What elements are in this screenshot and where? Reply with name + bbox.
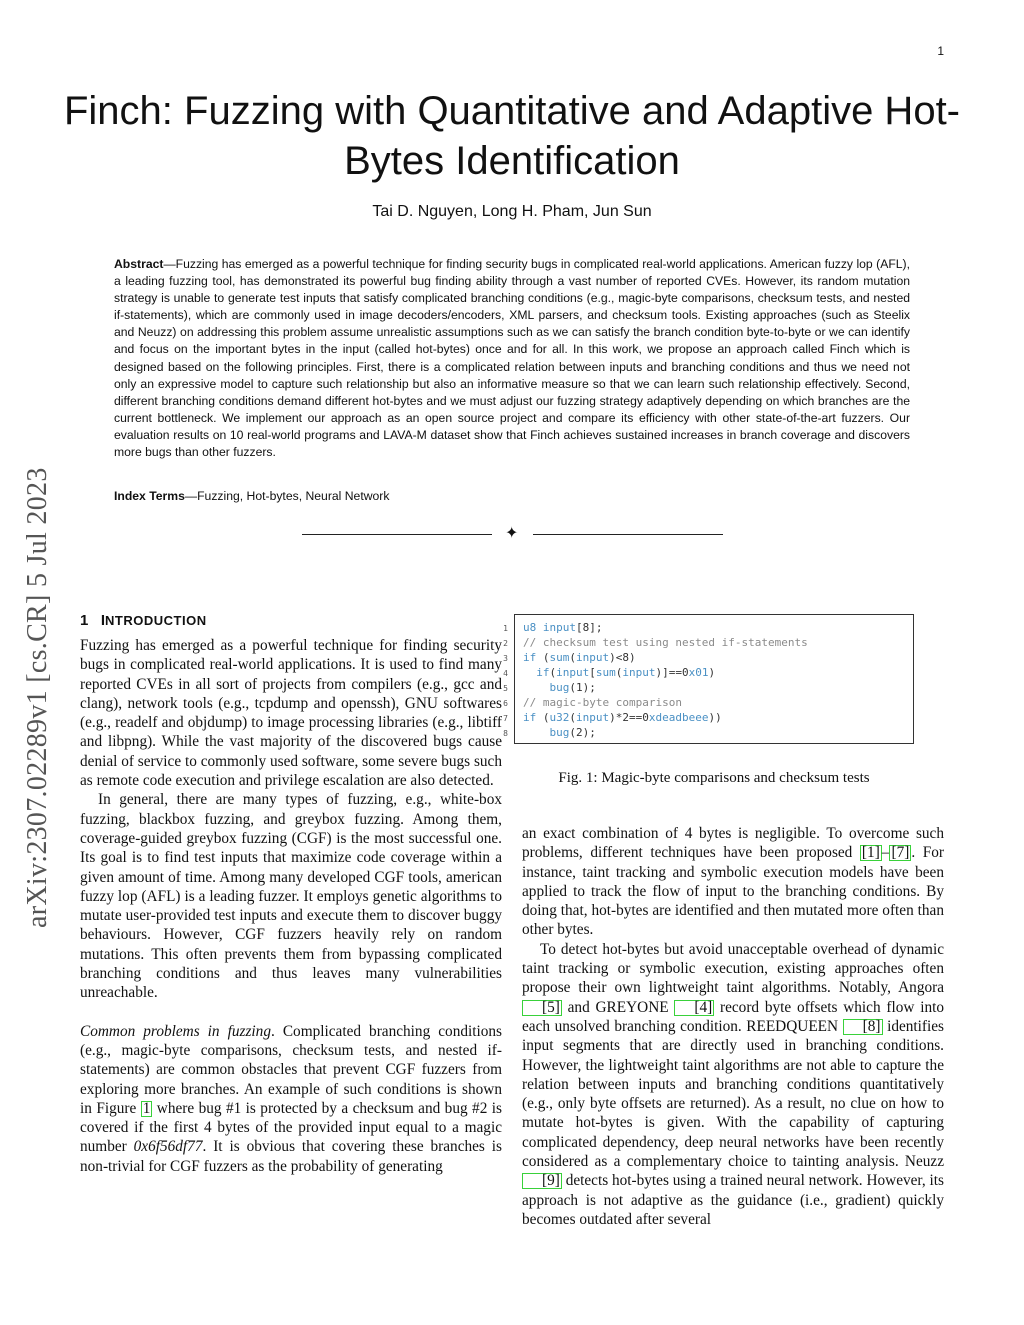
citation-range-dash: –: [881, 844, 890, 862]
code-line: [523, 710, 905, 725]
code-token: [8];: [575, 621, 603, 634]
separator-diamond-icon: ✦: [505, 525, 519, 542]
citation-number: 9: [547, 1172, 555, 1190]
index-terms-text: —Fuzzing, Hot-bytes, Neural Network: [184, 489, 390, 503]
code-line-number: 4: [503, 669, 508, 678]
code-comment: // magic-byte comparison: [523, 696, 682, 709]
citation-number: 1: [867, 844, 875, 862]
code-identifier: input: [576, 651, 610, 664]
code-line: [523, 695, 905, 710]
code-line-number: 2: [503, 639, 508, 648]
code-identifier: u32: [549, 711, 570, 724]
citation-link[interactable]: [1]: [861, 844, 880, 862]
code-line: [523, 620, 905, 635]
paragraph-text: and GREYONE: [561, 998, 675, 1016]
code-line: [523, 635, 905, 650]
paragraph-text: record byte offsets which flow into each unsolved branching condition. REEDQUEEN: [522, 998, 944, 1035]
abstract: [114, 256, 910, 461]
citation-link[interactable]: [8]: [843, 1019, 883, 1035]
code-token: (: [536, 651, 550, 664]
code-token: (: [536, 711, 550, 724]
code-line: [523, 650, 905, 665]
code-identifier: input: [576, 711, 610, 724]
arxiv-stamp: arXiv:2307.02289v1 [cs.CR] 5 Jul 2023: [22, 467, 53, 928]
code-token: (: [549, 666, 557, 679]
section-heading: [80, 612, 207, 629]
code-identifier: xdeadbeee: [648, 711, 709, 724]
citation-number: 8: [867, 1017, 876, 1035]
paragraph-text: . Complicated branching conditions (e.g., magic-byte comparisons, checksum tests, and nested if-statements) are common obstacles that prevent CGF fuzzers from exploring more branches. An example of such conditions is shown in Figure: [80, 1022, 502, 1117]
citation-number: 5: [547, 998, 555, 1016]
right-paragraph-1: [522, 824, 944, 940]
code-token: (1);: [569, 681, 596, 694]
code-token: (: [615, 666, 623, 679]
code-identifier: u8 input: [523, 621, 576, 634]
author-list: Tai D. Nguyen, Long H. Pham, Jun Sun: [372, 203, 652, 220]
paragraph-text: where bug #1 is protected by a checksum and bug #2 is covered if the first 4 bytes of the provided input equal to a magic number: [80, 1099, 502, 1156]
citation-number: 7: [896, 844, 905, 862]
code-token: (: [569, 711, 576, 724]
code-token: )): [708, 711, 722, 724]
code-line: [523, 725, 905, 740]
citation-link[interactable]: [5]: [522, 1000, 562, 1016]
code-line-number: 3: [503, 654, 508, 663]
paragraph-text: an exact combination of 4 bytes is negligible. To overcome such problems, different techniques have been proposed: [522, 825, 944, 862]
separator-rule-right: [533, 534, 723, 535]
code-identifier: if: [523, 666, 550, 679]
paragraph-text: . For instance, taint tracking and symbolic execution models have been applied to track the flow of input to the branching conditions. By doing that, hot-bytes are identified and then mutated more often than other bytes.: [522, 844, 944, 939]
code-line: [523, 680, 905, 695]
code-identifier: if: [523, 711, 537, 724]
section-title-initial: I: [100, 612, 106, 629]
paragraph-text: identifies input segments that are directly used in branching conditions. However, the lightweight taint algorithms are not able to capture the relation between inputs and branching conditions quantitatively (e.g., only byte offsets are returned). As a result, no clue on how to mutate hot-bytes is given. With the capability of capturing complicated dependency, deep neural networks have been recently considered as a complementary choice to tainting analysis. Neuzz: [522, 1017, 944, 1171]
magic-number: 0x6f56df77: [133, 1138, 203, 1156]
code-line-number: 8: [503, 729, 508, 738]
code-token: [: [589, 666, 596, 679]
paragraph-text: . It is obvious that covering these branches is non-trivial for CGF fuzzers as the probability of generating: [80, 1138, 502, 1175]
citation-link[interactable]: [9]: [522, 1173, 562, 1189]
code-identifier: bug: [523, 726, 570, 739]
intro-paragraph-1: Fuzzing has emerged as a powerful technique for finding security bugs in complicated real-world applications. It is used to find many reported CVEs in all sort of projects from compilers (e.g., gcc and clang), network tools (e.g., tcpdump and openssh), GNU softwares (e.g., readelf and objdump) to image processing libraries (e.g., libtiff and libpng). While the vast majority of the discovered bugs cause denial of service to commonly used software, some severe bugs such as remote code execution and privilege escalation are also detected.: [80, 637, 502, 790]
paragraph-spacer: [80, 1003, 502, 1022]
code-token: )<8): [609, 651, 636, 664]
common-problems-heading: Common problems in fuzzing: [80, 1022, 271, 1040]
citation-link[interactable]: [4]: [674, 1000, 714, 1016]
code-token: )*2==0: [609, 711, 649, 724]
code-listing: [514, 614, 914, 744]
paper-title: Finch: Fuzzing with Quantitative and Adaptive Hot-Bytes Identification: [63, 89, 960, 183]
code-comment: // checksum test using nested if-statements: [523, 636, 808, 649]
abstract-text: —Fuzzing has emerged as a powerful technique for finding security bugs in complicated real-world applications. American fuzzy lop (AFL), a leading fuzzing tool, has demonstrated its powerful bug finding ability through a vast number of reported CVEs. However, its random mutation strategy is unable to generate test inputs that satisfy complicated branching conditions (e.g., magic-byte comparisons, checksum tests, and nested if-statements), which are commonly used in image decoders/encoders, XML parsers, and checksum tools. Existing approaches (such as Steelix and Neuzz) on addressing this problem assume unrealistic assumptions such as we can satisfy the branch condition byte-to-byte or we can identify and focus on the important bytes in the input (called hot-bytes) once and for all. In this work, we propose an approach called Finch which is designed based on the following principles. First, there is a complicated relation between inputs and branching conditions and thus we need not only an expressive model to capture such relationship but also an informative measure so that we can learn such relationship effectively. Second, different branching conditions demand different hot-bytes and we must adjust our fuzzing strategy adaptively depending on which branches are the current bottleneck. We implement our approach as an open source project and compare its efficiency with other state-of-the-art fuzzers. Our evaluation results on 10 real-world programs and LAVA-M dataset show that Finch achieves sustained increases in branch coverage and discovers more bugs than other fuzzers.: [114, 257, 910, 460]
code-line-number: 1: [503, 624, 508, 633]
right-paragraph-2: [522, 940, 944, 1229]
intro-paragraph-3: [80, 1022, 502, 1176]
code-line-number: 7: [503, 714, 508, 723]
code-line-numbers: [498, 621, 508, 741]
code-identifier: input: [556, 666, 590, 679]
abstract-label: Abstract: [114, 257, 164, 271]
code-token: ): [708, 666, 716, 679]
figure-caption: Fig. 1: Magic-byte comparisons and checksum tests: [558, 770, 870, 786]
page-number: 1: [937, 44, 944, 58]
code-token: )]==0: [655, 666, 689, 679]
code-line-number: 6: [503, 699, 508, 708]
figure-reference-link[interactable]: 1: [142, 1099, 151, 1117]
section-number: 1: [80, 612, 89, 629]
code-identifier: input: [622, 666, 656, 679]
code-token: (: [569, 651, 576, 664]
intro-paragraph-2: In general, there are many types of fuzzing, e.g., white-box fuzzing, blackbox fuzzing, and greybox fuzzing. Among them, coverage-guided greybox fuzzing (CGF) is the most successful one. Its goal is to find test inputs that maximize code coverage within a given amount of time. Among many developed CGF tools, american fuzzy lop (AFL) is a leading fuzzer. It employs genetic algorithms to mutate user-provided test inputs and execute them to discover buggy behaviours. However, CGF fuzzers heavily rely on random mutations. This often prevents them from bypassing complicated branching conditions and thus leaves many vulnerabilities unreachable.: [80, 791, 502, 1002]
code-line: [523, 665, 905, 680]
code-identifier: x01: [688, 666, 709, 679]
code-identifier: sum: [549, 651, 570, 664]
citation-number: 4: [699, 998, 708, 1016]
code-identifier: sum: [595, 666, 616, 679]
separator-rule-left: [302, 534, 492, 535]
paragraph-text: To detect hot-bytes but avoid unacceptable overhead of dynamic taint tracking or symbolic execution, existing approaches often propose their own lightweight taint algorithms. Notably, Angora: [522, 940, 944, 997]
index-terms: [114, 489, 910, 503]
left-column: [80, 636, 502, 1176]
code-line-number: 5: [503, 684, 508, 693]
paragraph-text: detects hot-bytes using a trained neural network. However, its approach is not adaptive as the guidance (i.e., gradient) quickly becomes outdated after several: [522, 1172, 944, 1228]
right-column: [522, 824, 944, 1229]
section-title-rest: NTRODUCTION: [105, 613, 207, 628]
code-identifier: if: [523, 651, 537, 664]
code-identifier: bug: [523, 681, 570, 694]
code-token: (2);: [569, 726, 596, 739]
index-terms-label: Index Terms: [114, 489, 185, 503]
citation-link[interactable]: [7]: [891, 844, 910, 862]
